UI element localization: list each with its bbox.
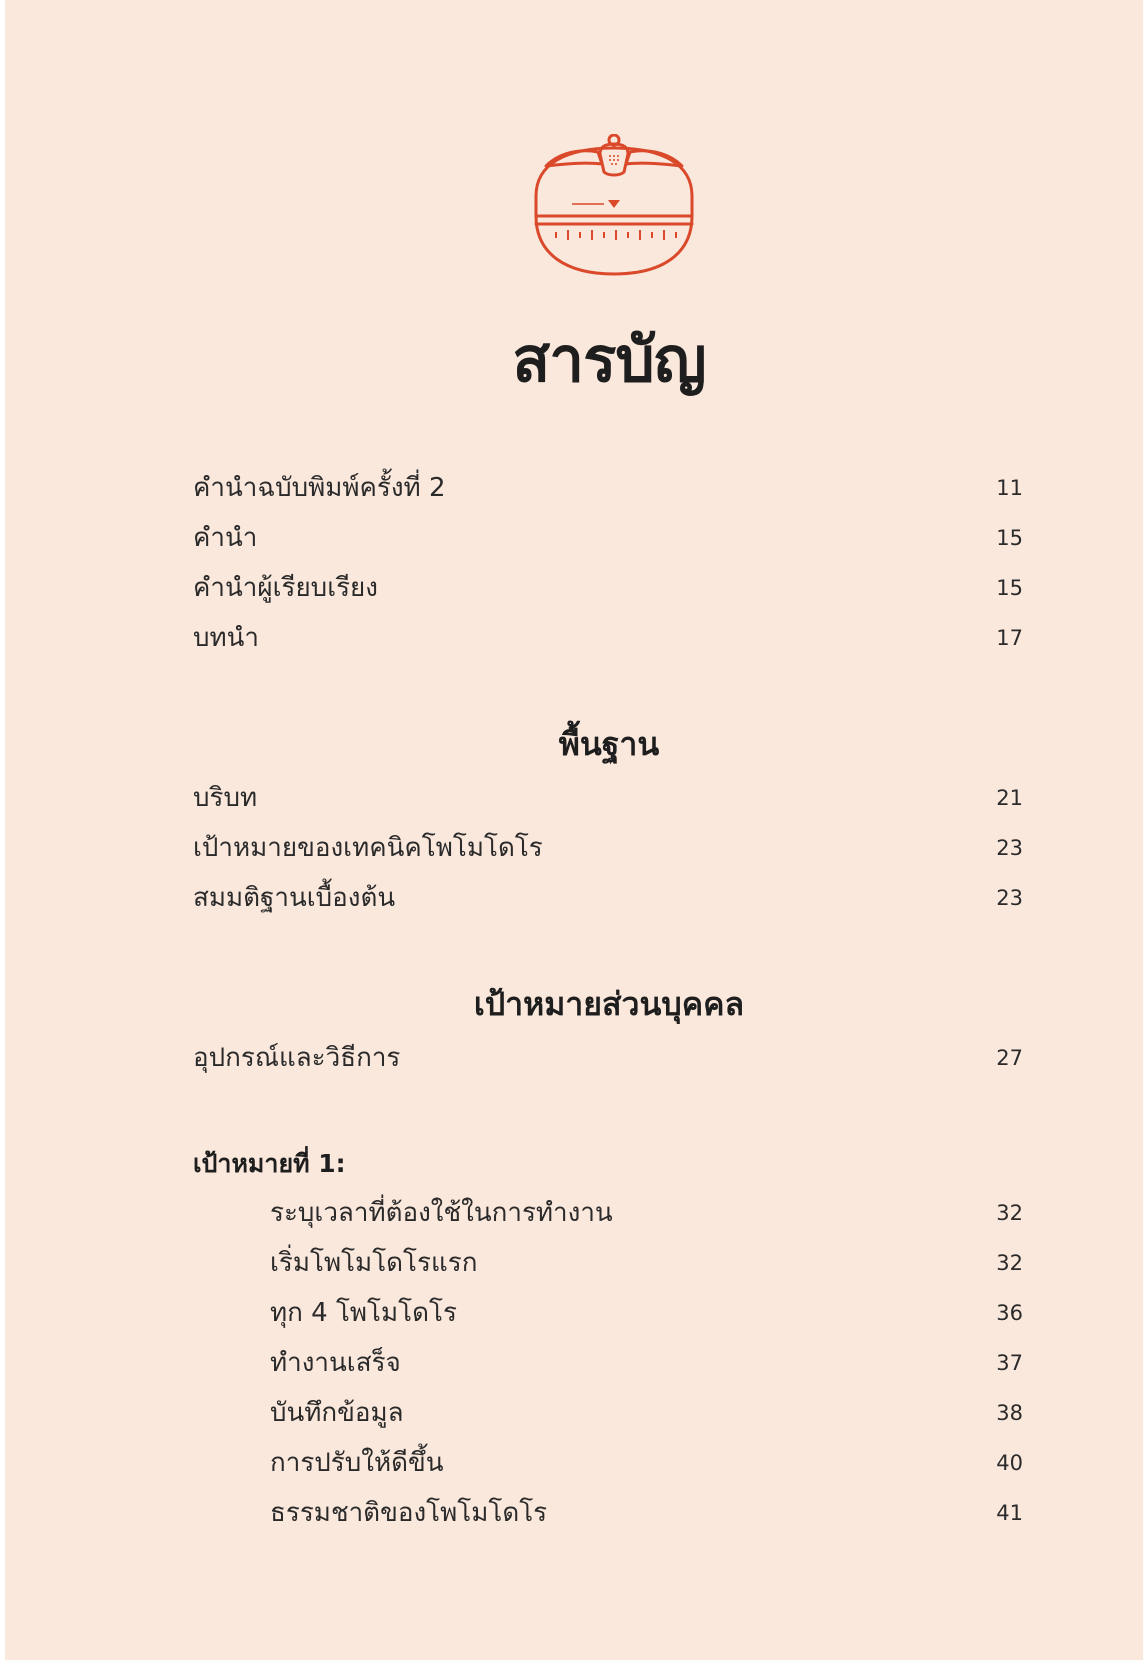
toc-entry-page-number: 41 — [996, 1501, 1023, 1525]
toc-entry[interactable] — [270, 1193, 1023, 1233]
subsection-heading-goal-1: เป้าหมายที่ 1: — [193, 1149, 346, 1178]
toc-entry[interactable] — [193, 828, 1023, 868]
toc-entry-page-number: 32 — [996, 1201, 1023, 1225]
section-heading-basics: พื้นฐาน — [558, 725, 660, 763]
toc-entry[interactable] — [270, 1293, 1023, 1333]
toc-entry-label: บทนำ — [193, 623, 260, 653]
toc-entry-label: บริบท — [193, 783, 258, 813]
toc-entry[interactable] — [270, 1393, 1023, 1433]
toc-entry-page-number: 17 — [996, 626, 1023, 650]
toc-entry-label: คำนำผู้เรียบเรียง — [193, 573, 378, 603]
page-title: สารบัญ — [512, 323, 706, 396]
section-heading-personal-goals: เป้าหมายส่วนบุคคล — [473, 985, 745, 1023]
toc-entry-page-number: 11 — [996, 476, 1023, 500]
toc-entry-label: อุปกรณ์และวิธีการ — [193, 1043, 401, 1073]
toc-entry-label: สมมติฐานเบื้องต้น — [193, 883, 396, 913]
toc-entry-label: เริ่มโพโมโดโรแรก — [270, 1248, 478, 1278]
toc-entry[interactable] — [270, 1243, 1023, 1283]
toc-entry[interactable] — [193, 618, 1023, 658]
toc-entry-page-number: 15 — [996, 526, 1023, 550]
toc-entry-label: ระบุเวลาที่ต้องใช้ในการทำงาน — [270, 1198, 613, 1228]
tomato-kitchen-timer-icon — [526, 134, 702, 282]
toc-entry-label: ธรรมชาติของโพโมโดโร — [270, 1498, 548, 1528]
toc-entry-page-number: 15 — [996, 576, 1023, 600]
toc-entry[interactable] — [193, 468, 1023, 508]
toc-entry-label: คำนำฉบับพิมพ์ครั้งที่ 2 — [193, 473, 446, 503]
toc-entry-label: บันทึกข้อมูล — [270, 1398, 404, 1428]
toc-entry-label: ทุก 4 โพโมโดโร — [270, 1298, 457, 1328]
toc-entry[interactable] — [193, 518, 1023, 558]
toc-entry-page-number: 38 — [996, 1401, 1023, 1425]
toc-entry-page-number: 37 — [996, 1351, 1023, 1375]
toc-entry[interactable] — [270, 1443, 1023, 1483]
toc-entry-page-number: 36 — [996, 1301, 1023, 1325]
toc-entry-page-number: 23 — [996, 836, 1023, 860]
toc-entry-page-number: 32 — [996, 1251, 1023, 1275]
toc-entry[interactable] — [193, 878, 1023, 918]
toc-entry-page-number: 40 — [996, 1451, 1023, 1475]
toc-entry-label: เป้าหมายของเทคนิคโพโมโดโร — [193, 833, 543, 863]
toc-entry-label: การปรับให้ดีขึ้น — [270, 1448, 444, 1478]
toc-entry-page-number: 21 — [996, 786, 1023, 810]
toc-entry-page-number: 27 — [996, 1046, 1023, 1070]
toc-entry[interactable] — [193, 568, 1023, 608]
toc-entry[interactable] — [193, 1038, 1023, 1078]
toc-entry[interactable] — [270, 1343, 1023, 1383]
toc-entry[interactable] — [193, 778, 1023, 818]
toc-entry[interactable] — [270, 1493, 1023, 1533]
toc-entry-label: คำนำ — [193, 523, 258, 553]
toc-entry-label: ทำงานเสร็จ — [270, 1348, 401, 1378]
toc-entry-page-number: 23 — [996, 886, 1023, 910]
